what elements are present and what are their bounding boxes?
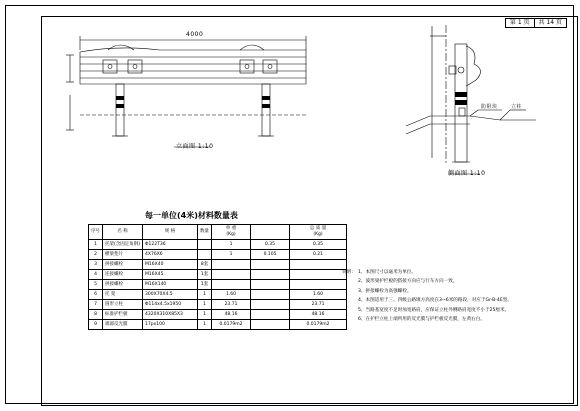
table-row <box>89 300 347 310</box>
table-cell <box>290 280 347 290</box>
table-cell: 8套 <box>198 260 212 270</box>
table-cell <box>251 270 290 280</box>
table-cell: 1 <box>212 240 251 250</box>
table-row <box>89 280 347 290</box>
sheet-total: 共 14 页 <box>534 19 566 27</box>
table-cell: 拼接螺栓 <box>103 260 143 270</box>
table-cell: 1 <box>212 250 251 260</box>
table-cell: 48.16 <box>212 310 251 320</box>
table-cell: 3 <box>89 260 103 270</box>
table-cell: 端部反光膜 <box>103 320 143 330</box>
notes-list <box>342 268 512 324</box>
table-cell: 横梁垫片 <box>103 250 143 260</box>
section-label-post: 立柱 <box>511 104 523 110</box>
table-row <box>89 270 347 280</box>
table-row <box>89 250 347 260</box>
table-cell <box>251 280 290 290</box>
table-cell: 8 <box>89 310 103 320</box>
elevation-caption: 立面图 1:10 <box>176 143 214 150</box>
table-cell: 2 <box>89 250 103 260</box>
material-table-body <box>89 240 347 330</box>
table-cell: 0.35 <box>290 240 347 250</box>
table-cell <box>251 290 290 300</box>
table-cell: Φ114x4.5x1950 <box>143 300 198 310</box>
table-cell: 连接螺栓 <box>103 270 143 280</box>
table-cell: 0.21 <box>290 250 347 260</box>
post-reflective-bands <box>116 96 270 108</box>
note-item: 5、当路基宽度不足时加宽路肩，应保证立柱外侧路肩宽度不小于25厘米。 <box>358 307 510 313</box>
table-cell: 1 <box>198 290 212 300</box>
table-cell: 23.71 <box>212 300 251 310</box>
table-cell: 1套 <box>198 270 212 280</box>
table-cell: Φ122T36 <box>143 240 198 250</box>
table-cell: 6 <box>89 290 103 300</box>
table-cell: 拼接螺栓 <box>103 280 143 290</box>
col-total-weight: 总 质 量 (Kg) <box>290 225 347 240</box>
table-cell: M16X40 <box>143 260 198 270</box>
table-cell: 托 架 <box>103 290 143 300</box>
table-cell: 1.60 <box>212 290 251 300</box>
road-surface <box>406 116 536 126</box>
table-cell <box>251 260 290 270</box>
table-cell: 圆形立柱 <box>103 300 143 310</box>
table-cell <box>290 270 347 280</box>
col-name: 名 称 <box>103 225 143 240</box>
table-cell: 4 <box>89 270 103 280</box>
table-cell: 0.105 <box>251 250 290 260</box>
table-row <box>89 320 347 330</box>
table-row <box>89 260 347 270</box>
elevation-view <box>66 36 306 136</box>
table-cell <box>251 320 290 330</box>
section-label-block: 防阻块 <box>481 104 498 110</box>
table-cell: 23.71 <box>290 300 347 310</box>
note-item: 2、波形梁护栏板的搭接方向应与行车方向一致。 <box>358 279 458 285</box>
table-cell: 0.35 <box>251 240 290 250</box>
table-cell <box>212 280 251 290</box>
table-cell <box>212 270 251 280</box>
table-row <box>89 290 347 300</box>
notes-heading: 说明： <box>342 270 356 275</box>
material-table-title: 每一单位(4米)材料数量表 <box>145 211 238 220</box>
table-cell: 4320X310X85X3 <box>143 310 198 320</box>
table-cell <box>290 260 347 270</box>
note-item: 6、在护栏立柱上端所用的反光膜与护栏板反光膜，左黄右白。 <box>358 317 485 323</box>
table-cell: 4X76X6 <box>143 250 198 260</box>
table-cell: 17px100 <box>143 320 198 330</box>
table-cell: 0.0179m2 <box>290 320 347 330</box>
table-cell: 300X70X4.5 <box>143 290 198 300</box>
col-no: 序号 <box>89 225 103 240</box>
notes-block <box>342 268 512 324</box>
table-cell: M16X140 <box>143 280 198 290</box>
note-item: 4、本图适用于三、四级公路填方高度在3~6米的路段，对应于Gr-B-4E型。 <box>358 298 512 304</box>
table-cell: 托架(含固定角钢) <box>103 240 143 250</box>
table-cell <box>251 310 290 320</box>
col-qty: 数量 <box>198 225 212 240</box>
section-caption: 侧面图 1:10 <box>448 170 486 177</box>
table-cell: 标准护栏板 <box>103 310 143 320</box>
table-cell: 1 <box>198 300 212 310</box>
section-view <box>406 25 536 165</box>
material-table <box>88 224 347 330</box>
table-cell <box>198 250 212 260</box>
table-cell: 7 <box>89 300 103 310</box>
table-cell: 9 <box>89 320 103 330</box>
table-cell: M16X45 <box>143 270 198 280</box>
note-item: 3、拼接螺栓为高强螺栓。 <box>358 288 412 294</box>
table-cell: 1 <box>198 310 212 320</box>
table-cell <box>212 260 251 270</box>
col-unit-weight: 单 重 (Kg) <box>212 225 251 240</box>
table-row <box>89 310 347 320</box>
note-item: 1、本图尺寸以毫米为单位。 <box>358 270 417 275</box>
table-header-row <box>89 225 347 240</box>
table-cell: 0.0179m2 <box>212 320 251 330</box>
table-cell <box>251 300 290 310</box>
section-beam <box>466 46 481 86</box>
table-cell <box>198 240 212 250</box>
table-cell: 48.16 <box>290 310 347 320</box>
post-right <box>262 84 270 136</box>
table-cell: 1 <box>198 320 212 330</box>
table-cell: 1套 <box>198 280 212 290</box>
table-cell: 5 <box>89 280 103 290</box>
post-left <box>116 84 124 136</box>
elevation-span-label: 4000 <box>186 31 204 38</box>
table-row <box>89 240 347 250</box>
table-cell: 1 <box>89 240 103 250</box>
col-spec: 规 格 <box>143 225 198 240</box>
sheet-page: 第 1 页 <box>509 19 530 26</box>
table-cell: 1.60 <box>290 290 347 300</box>
